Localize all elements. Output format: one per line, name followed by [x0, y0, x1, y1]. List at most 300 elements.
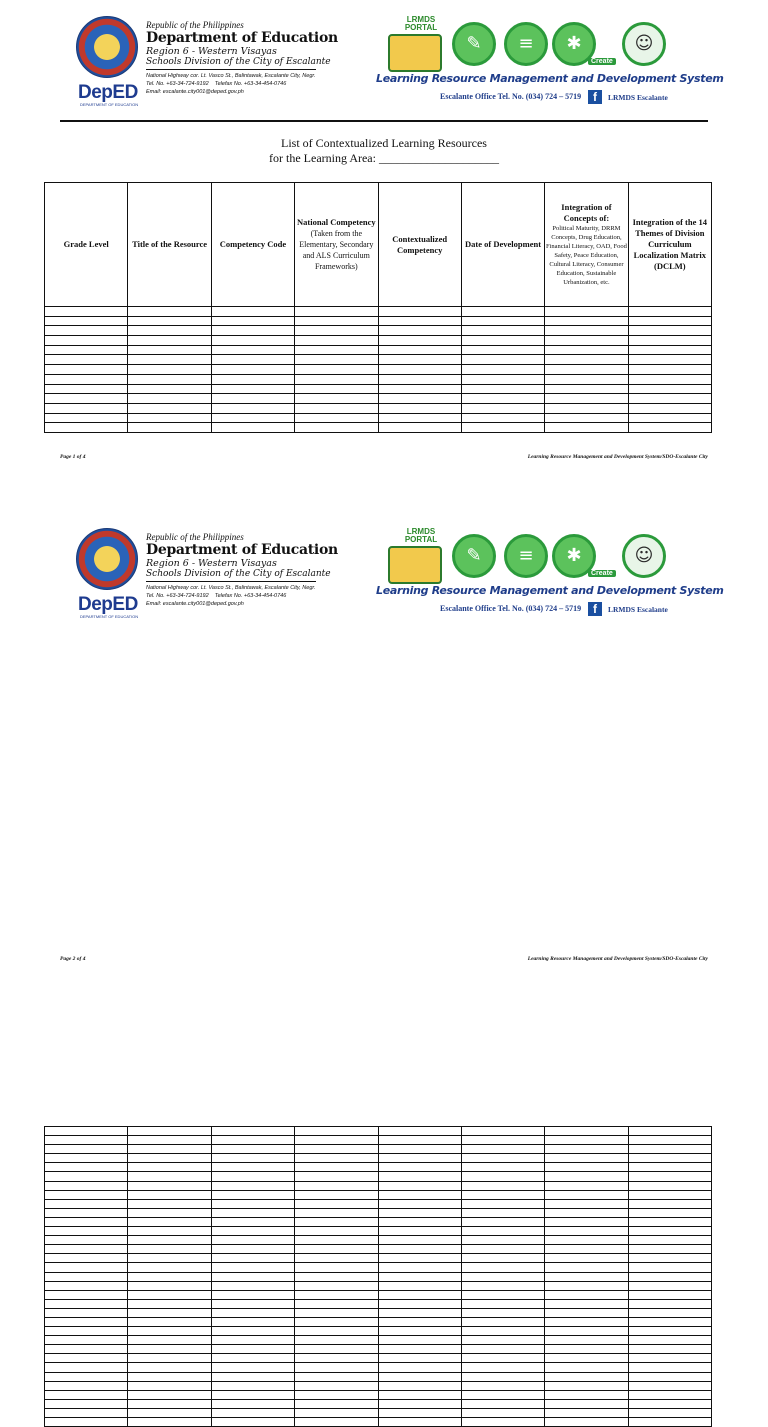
table-cell[interactable]: [628, 403, 711, 413]
table-cell[interactable]: [378, 316, 461, 326]
table-cell[interactable]: [295, 374, 378, 384]
table-cell[interactable]: [545, 1281, 628, 1290]
table-cell[interactable]: [628, 394, 711, 404]
table-cell[interactable]: [545, 1272, 628, 1281]
table-cell[interactable]: [461, 1354, 544, 1363]
table-cell[interactable]: [45, 1208, 128, 1217]
table-cell[interactable]: [128, 1317, 211, 1326]
table-cell[interactable]: [461, 1254, 544, 1263]
table-cell[interactable]: [378, 1254, 461, 1263]
table-cell[interactable]: [378, 326, 461, 336]
table-cell[interactable]: [295, 1308, 378, 1317]
table-cell[interactable]: [545, 1317, 628, 1326]
table-cell[interactable]: [295, 413, 378, 423]
table-cell[interactable]: [295, 1336, 378, 1345]
table-cell[interactable]: [128, 1236, 211, 1245]
table-cell[interactable]: [45, 423, 128, 433]
table-cell[interactable]: [378, 307, 461, 317]
table-cell[interactable]: [378, 1317, 461, 1326]
table-cell[interactable]: [128, 1136, 211, 1145]
table-cell[interactable]: [628, 307, 711, 317]
table-cell[interactable]: [295, 1418, 378, 1427]
table-cell[interactable]: [295, 1227, 378, 1236]
table-cell[interactable]: [378, 1390, 461, 1399]
table-cell[interactable]: [295, 345, 378, 355]
table-cell[interactable]: [128, 1199, 211, 1208]
table-cell[interactable]: [128, 1263, 211, 1272]
table-cell[interactable]: [461, 1272, 544, 1281]
table-cell[interactable]: [461, 1390, 544, 1399]
table-cell[interactable]: [545, 1263, 628, 1272]
table-cell[interactable]: [295, 1290, 378, 1299]
table-cell[interactable]: [461, 374, 544, 384]
table-cell[interactable]: [128, 374, 211, 384]
table-cell[interactable]: [128, 1363, 211, 1372]
table-cell[interactable]: [211, 1154, 294, 1163]
table-cell[interactable]: [295, 1254, 378, 1263]
table-cell[interactable]: [45, 1390, 128, 1399]
table-cell[interactable]: [628, 1190, 711, 1199]
table-cell[interactable]: [545, 1217, 628, 1226]
table-cell[interactable]: [628, 1290, 711, 1299]
table-cell[interactable]: [461, 1136, 544, 1145]
table-cell[interactable]: [45, 1136, 128, 1145]
table-cell[interactable]: [378, 1127, 461, 1136]
table-cell[interactable]: [128, 384, 211, 394]
table-cell[interactable]: [128, 394, 211, 404]
table-cell[interactable]: [128, 1281, 211, 1290]
table-cell[interactable]: [545, 413, 628, 423]
table-cell[interactable]: [211, 307, 294, 317]
table-cell[interactable]: [295, 326, 378, 336]
table-cell[interactable]: [378, 403, 461, 413]
table-cell[interactable]: [628, 336, 711, 346]
table-cell[interactable]: [211, 1372, 294, 1381]
table-cell[interactable]: [378, 394, 461, 404]
table-cell[interactable]: [461, 1263, 544, 1272]
table-cell[interactable]: [545, 1299, 628, 1308]
table-cell[interactable]: [545, 1399, 628, 1408]
table-cell[interactable]: [461, 355, 544, 365]
table-cell[interactable]: [461, 1308, 544, 1317]
table-cell[interactable]: [628, 1336, 711, 1345]
table-cell[interactable]: [628, 345, 711, 355]
table-cell[interactable]: [378, 1172, 461, 1181]
table-cell[interactable]: [128, 1345, 211, 1354]
table-cell[interactable]: [128, 1163, 211, 1172]
table-cell[interactable]: [545, 1245, 628, 1254]
table-cell[interactable]: [461, 345, 544, 355]
table-cell[interactable]: [545, 1408, 628, 1417]
table-cell[interactable]: [545, 1236, 628, 1245]
table-cell[interactable]: [295, 336, 378, 346]
table-cell[interactable]: [461, 1245, 544, 1254]
table-cell[interactable]: [211, 1272, 294, 1281]
table-cell[interactable]: [378, 1136, 461, 1145]
table-cell[interactable]: [545, 1345, 628, 1354]
table-cell[interactable]: [461, 1154, 544, 1163]
table-cell[interactable]: [545, 1390, 628, 1399]
table-cell[interactable]: [45, 384, 128, 394]
table-cell[interactable]: [378, 1163, 461, 1172]
table-cell[interactable]: [545, 1290, 628, 1299]
table-cell[interactable]: [545, 365, 628, 375]
table-cell[interactable]: [545, 1199, 628, 1208]
table-cell[interactable]: [211, 403, 294, 413]
table-cell[interactable]: [545, 423, 628, 433]
table-cell[interactable]: [295, 355, 378, 365]
table-cell[interactable]: [461, 403, 544, 413]
table-cell[interactable]: [461, 1199, 544, 1208]
table-cell[interactable]: [628, 1354, 711, 1363]
table-cell[interactable]: [378, 345, 461, 355]
table-cell[interactable]: [128, 1227, 211, 1236]
table-cell[interactable]: [295, 394, 378, 404]
table-cell[interactable]: [45, 365, 128, 375]
table-cell[interactable]: [295, 423, 378, 433]
table-cell[interactable]: [295, 1408, 378, 1417]
table-cell[interactable]: [295, 307, 378, 317]
table-cell[interactable]: [295, 1317, 378, 1326]
table-cell[interactable]: [378, 1245, 461, 1254]
table-cell[interactable]: [128, 355, 211, 365]
table-cell[interactable]: [295, 1345, 378, 1354]
table-cell[interactable]: [461, 1327, 544, 1336]
table-cell[interactable]: [545, 1372, 628, 1381]
table-cell[interactable]: [295, 1145, 378, 1154]
table-cell[interactable]: [128, 345, 211, 355]
table-cell[interactable]: [461, 413, 544, 423]
table-cell[interactable]: [128, 1372, 211, 1381]
table-cell[interactable]: [545, 345, 628, 355]
table-cell[interactable]: [45, 1199, 128, 1208]
table-cell[interactable]: [545, 394, 628, 404]
table-cell[interactable]: [45, 374, 128, 384]
table-cell[interactable]: [45, 413, 128, 423]
table-cell[interactable]: [628, 1172, 711, 1181]
table-cell[interactable]: [378, 1154, 461, 1163]
table-cell[interactable]: [211, 1254, 294, 1263]
table-cell[interactable]: [461, 1290, 544, 1299]
table-cell[interactable]: [545, 1381, 628, 1390]
table-cell[interactable]: [545, 1308, 628, 1317]
table-cell[interactable]: [211, 1381, 294, 1390]
table-cell[interactable]: [211, 1399, 294, 1408]
table-cell[interactable]: [628, 326, 711, 336]
table-cell[interactable]: [295, 1327, 378, 1336]
table-cell[interactable]: [628, 1154, 711, 1163]
table-cell[interactable]: [628, 374, 711, 384]
table-cell[interactable]: [378, 1372, 461, 1381]
table-cell[interactable]: [461, 1399, 544, 1408]
table-cell[interactable]: [378, 1199, 461, 1208]
table-cell[interactable]: [461, 394, 544, 404]
table-cell[interactable]: [128, 1381, 211, 1390]
table-cell[interactable]: [295, 1181, 378, 1190]
table-cell[interactable]: [295, 384, 378, 394]
table-cell[interactable]: [211, 1245, 294, 1254]
table-cell[interactable]: [128, 1127, 211, 1136]
table-cell[interactable]: [211, 384, 294, 394]
table-cell[interactable]: [461, 1381, 544, 1390]
table-cell[interactable]: [45, 345, 128, 355]
table-cell[interactable]: [628, 1199, 711, 1208]
table-cell[interactable]: [295, 1390, 378, 1399]
table-cell[interactable]: [128, 1272, 211, 1281]
table-cell[interactable]: [545, 1127, 628, 1136]
table-cell[interactable]: [378, 384, 461, 394]
table-cell[interactable]: [378, 1217, 461, 1226]
table-cell[interactable]: [128, 326, 211, 336]
table-cell[interactable]: [628, 1317, 711, 1326]
table-cell[interactable]: [628, 1399, 711, 1408]
table-cell[interactable]: [128, 1418, 211, 1427]
table-cell[interactable]: [628, 1208, 711, 1217]
table-cell[interactable]: [545, 1363, 628, 1372]
table-cell[interactable]: [295, 1163, 378, 1172]
table-cell[interactable]: [461, 1172, 544, 1181]
table-cell[interactable]: [378, 1227, 461, 1236]
table-cell[interactable]: [628, 413, 711, 423]
table-cell[interactable]: [211, 1408, 294, 1417]
table-cell[interactable]: [45, 394, 128, 404]
table-cell[interactable]: [45, 1172, 128, 1181]
table-cell[interactable]: [295, 1154, 378, 1163]
table-cell[interactable]: [45, 1236, 128, 1245]
table-cell[interactable]: [45, 1145, 128, 1154]
table-cell[interactable]: [45, 1190, 128, 1199]
table-cell[interactable]: [128, 1299, 211, 1308]
table-cell[interactable]: [211, 1263, 294, 1272]
table-cell[interactable]: [628, 423, 711, 433]
table-cell[interactable]: [128, 336, 211, 346]
table-cell[interactable]: [128, 1190, 211, 1199]
table-cell[interactable]: [545, 1336, 628, 1345]
table-cell[interactable]: [378, 1408, 461, 1417]
table-cell[interactable]: [628, 1145, 711, 1154]
table-cell[interactable]: [45, 1299, 128, 1308]
table-cell[interactable]: [378, 1281, 461, 1290]
table-cell[interactable]: [378, 1363, 461, 1372]
table-cell[interactable]: [211, 316, 294, 326]
table-cell[interactable]: [211, 1327, 294, 1336]
table-cell[interactable]: [295, 1208, 378, 1217]
table-cell[interactable]: [295, 1381, 378, 1390]
table-cell[interactable]: [128, 1336, 211, 1345]
table-cell[interactable]: [45, 336, 128, 346]
table-cell[interactable]: [461, 1190, 544, 1199]
table-cell[interactable]: [211, 423, 294, 433]
table-cell[interactable]: [128, 1408, 211, 1417]
table-cell[interactable]: [211, 1127, 294, 1136]
table-cell[interactable]: [211, 1163, 294, 1172]
table-cell[interactable]: [295, 1199, 378, 1208]
table-cell[interactable]: [128, 1290, 211, 1299]
table-cell[interactable]: [628, 1263, 711, 1272]
table-cell[interactable]: [128, 1254, 211, 1263]
table-cell[interactable]: [378, 1272, 461, 1281]
table-cell[interactable]: [628, 1245, 711, 1254]
table-cell[interactable]: [128, 307, 211, 317]
table-cell[interactable]: [128, 1145, 211, 1154]
table-cell[interactable]: [211, 413, 294, 423]
table-cell[interactable]: [628, 1381, 711, 1390]
table-cell[interactable]: [461, 1408, 544, 1417]
table-cell[interactable]: [45, 1272, 128, 1281]
table-cell[interactable]: [545, 374, 628, 384]
table-cell[interactable]: [211, 1190, 294, 1199]
table-cell[interactable]: [128, 1172, 211, 1181]
table-cell[interactable]: [295, 403, 378, 413]
table-cell[interactable]: [45, 307, 128, 317]
table-cell[interactable]: [545, 1254, 628, 1263]
table-cell[interactable]: [628, 1272, 711, 1281]
table-cell[interactable]: [378, 413, 461, 423]
table-cell[interactable]: [461, 1208, 544, 1217]
table-cell[interactable]: [211, 1390, 294, 1399]
table-cell[interactable]: [461, 1336, 544, 1345]
table-cell[interactable]: [378, 423, 461, 433]
table-cell[interactable]: [461, 1372, 544, 1381]
table-cell[interactable]: [211, 1199, 294, 1208]
table-cell[interactable]: [461, 1418, 544, 1427]
table-cell[interactable]: [461, 316, 544, 326]
table-cell[interactable]: [295, 1245, 378, 1254]
table-cell[interactable]: [295, 1136, 378, 1145]
table-cell[interactable]: [295, 1217, 378, 1226]
table-cell[interactable]: [128, 1390, 211, 1399]
table-cell[interactable]: [128, 1327, 211, 1336]
table-cell[interactable]: [628, 1181, 711, 1190]
table-cell[interactable]: [45, 1163, 128, 1172]
table-cell[interactable]: [295, 1299, 378, 1308]
table-cell[interactable]: [545, 316, 628, 326]
table-cell[interactable]: [461, 1181, 544, 1190]
table-cell[interactable]: [128, 403, 211, 413]
table-cell[interactable]: [45, 1354, 128, 1363]
table-cell[interactable]: [211, 1418, 294, 1427]
table-cell[interactable]: [45, 1372, 128, 1381]
table-cell[interactable]: [461, 1127, 544, 1136]
table-cell[interactable]: [545, 307, 628, 317]
table-cell[interactable]: [461, 336, 544, 346]
table-cell[interactable]: [545, 1327, 628, 1336]
table-cell[interactable]: [461, 365, 544, 375]
table-cell[interactable]: [45, 1336, 128, 1345]
table-cell[interactable]: [461, 1227, 544, 1236]
table-cell[interactable]: [128, 365, 211, 375]
table-cell[interactable]: [378, 1345, 461, 1354]
table-cell[interactable]: [545, 384, 628, 394]
table-cell[interactable]: [378, 1399, 461, 1408]
table-cell[interactable]: [628, 1408, 711, 1417]
table-cell[interactable]: [211, 1299, 294, 1308]
table-cell[interactable]: [628, 1236, 711, 1245]
table-cell[interactable]: [628, 1327, 711, 1336]
table-cell[interactable]: [461, 1363, 544, 1372]
table-cell[interactable]: [628, 1127, 711, 1136]
table-cell[interactable]: [295, 1236, 378, 1245]
table-cell[interactable]: [211, 1236, 294, 1245]
table-cell[interactable]: [45, 1317, 128, 1326]
table-cell[interactable]: [628, 1163, 711, 1172]
table-cell[interactable]: [628, 1227, 711, 1236]
table-cell[interactable]: [461, 1317, 544, 1326]
table-cell[interactable]: [45, 1399, 128, 1408]
table-cell[interactable]: [295, 1281, 378, 1290]
table-cell[interactable]: [378, 1327, 461, 1336]
table-cell[interactable]: [628, 316, 711, 326]
table-cell[interactable]: [545, 1154, 628, 1163]
table-cell[interactable]: [461, 307, 544, 317]
table-cell[interactable]: [45, 1327, 128, 1336]
table-cell[interactable]: [545, 1208, 628, 1217]
table-cell[interactable]: [628, 1345, 711, 1354]
table-cell[interactable]: [128, 1217, 211, 1226]
table-cell[interactable]: [628, 1254, 711, 1263]
table-cell[interactable]: [628, 1390, 711, 1399]
table-cell[interactable]: [461, 1299, 544, 1308]
table-cell[interactable]: [545, 326, 628, 336]
table-cell[interactable]: [628, 1281, 711, 1290]
table-cell[interactable]: [128, 1308, 211, 1317]
table-cell[interactable]: [295, 365, 378, 375]
table-cell[interactable]: [545, 1145, 628, 1154]
table-cell[interactable]: [45, 355, 128, 365]
table-cell[interactable]: [45, 403, 128, 413]
table-cell[interactable]: [378, 1290, 461, 1299]
table-cell[interactable]: [628, 384, 711, 394]
table-cell[interactable]: [628, 1217, 711, 1226]
table-cell[interactable]: [211, 355, 294, 365]
table-cell[interactable]: [378, 1381, 461, 1390]
table-cell[interactable]: [45, 1308, 128, 1317]
table-cell[interactable]: [628, 365, 711, 375]
table-cell[interactable]: [45, 1181, 128, 1190]
table-cell[interactable]: [295, 1263, 378, 1272]
table-cell[interactable]: [461, 326, 544, 336]
table-cell[interactable]: [378, 1336, 461, 1345]
table-cell[interactable]: [545, 1354, 628, 1363]
table-cell[interactable]: [211, 365, 294, 375]
table-cell[interactable]: [45, 1154, 128, 1163]
table-cell[interactable]: [545, 1418, 628, 1427]
table-cell[interactable]: [128, 423, 211, 433]
table-cell[interactable]: [461, 1217, 544, 1226]
table-cell[interactable]: [628, 355, 711, 365]
table-cell[interactable]: [45, 1363, 128, 1372]
table-cell[interactable]: [211, 374, 294, 384]
table-cell[interactable]: [545, 1227, 628, 1236]
table-cell[interactable]: [211, 1172, 294, 1181]
table-cell[interactable]: [461, 1236, 544, 1245]
table-cell[interactable]: [45, 326, 128, 336]
table-cell[interactable]: [295, 1172, 378, 1181]
table-cell[interactable]: [128, 1354, 211, 1363]
table-cell[interactable]: [45, 1227, 128, 1236]
table-cell[interactable]: [45, 1254, 128, 1263]
table-cell[interactable]: [628, 1299, 711, 1308]
table-cell[interactable]: [378, 1263, 461, 1272]
table-cell[interactable]: [545, 1163, 628, 1172]
table-cell[interactable]: [45, 1408, 128, 1417]
table-cell[interactable]: [378, 336, 461, 346]
table-cell[interactable]: [211, 326, 294, 336]
table-cell[interactable]: [461, 1281, 544, 1290]
table-cell[interactable]: [378, 1190, 461, 1199]
table-cell[interactable]: [211, 1354, 294, 1363]
table-cell[interactable]: [628, 1136, 711, 1145]
